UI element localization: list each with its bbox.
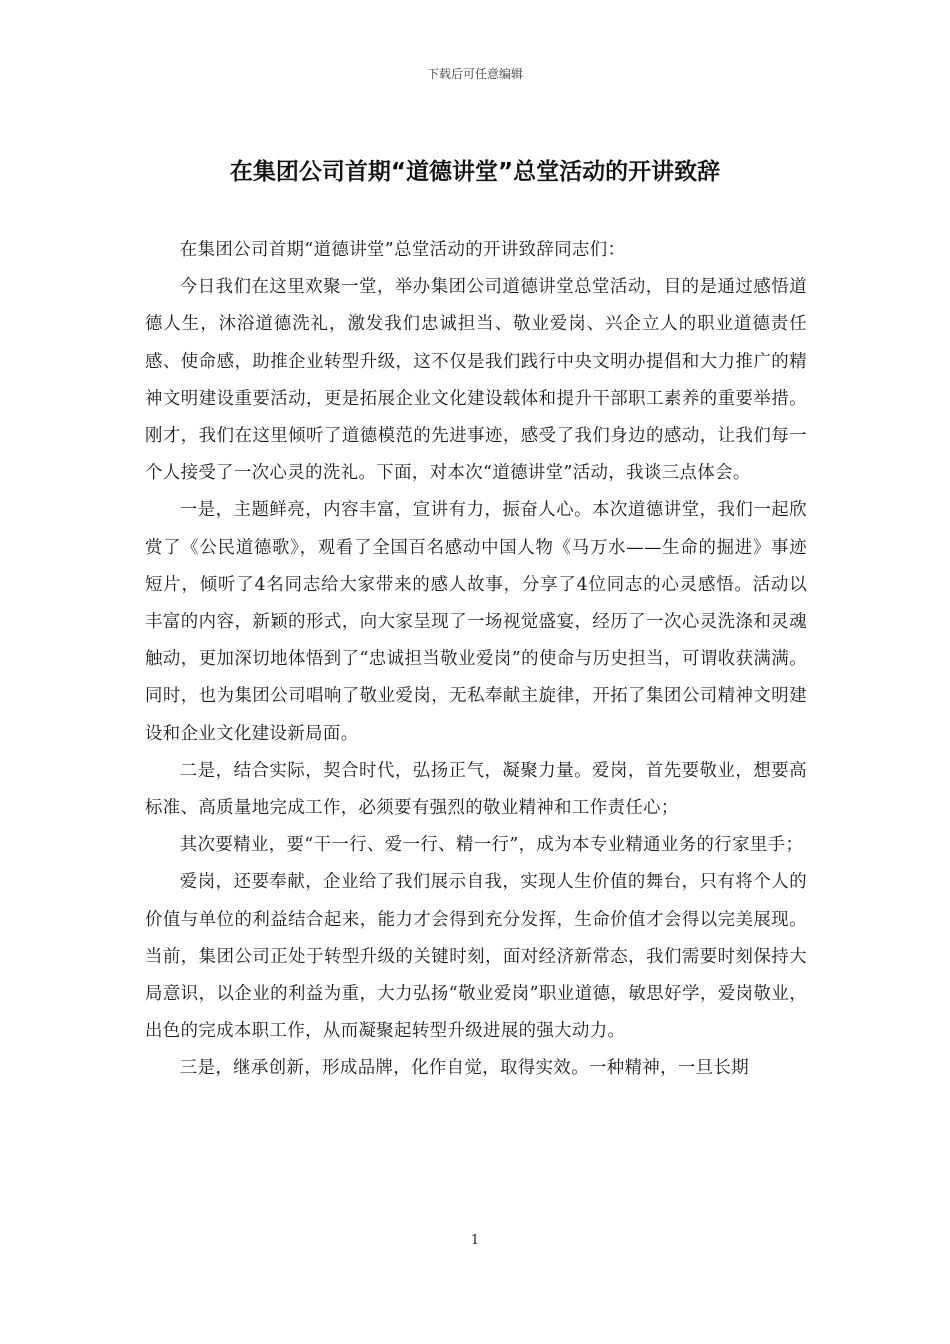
paragraph-dedication: 爱岗，还要奉献，企业给了我们展示自我，实现人生价值的舞台，只有将个人的价值与单位的利益结合起来，能力才会得到充分发挥，生命价值才会得以完美展现。当前，集团公司正处于转型升级的关键时刻，面对经济新常态，我们需要时刻保持大局意识，以企业的利益为重，大力弘扬“敬业爱岗”职业道德，敏思好学，爱岗敬业，出色的完成本职工作，从而凝聚起转型升级进展的强大动力。 bbox=[145, 872, 807, 1042]
paragraph-point-one: 一是，主题鲜亮，内容丰富，宣讲有力，振奋人心。本次道德讲堂，我们一起欣赏了《公民道德歌》，观看了全国百名感动中国人物《马万水——生命的掘进》事迹短片，倾听了4名同志给大家带来的感人故事，分享了4位同志的心灵感悟。活动以丰富的内容，新颖的形式，向大家呈现了一场视觉盛宴，经历了一次心灵洗涤和灵魂触动，更加深切地体悟到了“忠诚担当敬业爱岗”的使命与历史担当，可谓收获满满。同时，也为集团公司唱响了敬业爱岗，无私奉献主旋律，开拓了集团公司精神文明建设和企业文化建设新局面。 bbox=[145, 500, 807, 744]
paragraph-point-two-continued: 其次要精业，要“干一行、爱一行、精一行”，成为本专业精通业务的行家里手； bbox=[179, 835, 804, 856]
paragraph-salutation: 在集团公司首期“道德讲堂”总堂活动的开讲致辞同志们： bbox=[179, 240, 626, 260]
page-header-note: 下载后可任意编辑 bbox=[426, 67, 523, 81]
paragraph-intro: 今日我们在这里欢聚一堂，举办集团公司道德讲堂总堂活动，目的是通过感悟道德人生，沐浴道德洗礼，激发我们忠诚担当、敬业爱岗、兴企立人的职业道德责任感、使命感，助推企业转型升级，这不仅是我们践行中央文明办提倡和大力推广的精神文明建设重要活动，更是拓展企业文化建设载体和提升干部职工素养的重要举措。刚才，我们在这里倾听了道德模范的先进事迹，感受了我们身边的感动，让我们每一个人接受了一次心灵的洗礼。下面，对本次“道德讲堂”活动，我谈三点体会。 bbox=[145, 277, 807, 484]
paragraph-point-two: 二是，结合实际，契合时代，弘扬正气，凝聚力量。爱岗，首先要敬业，想要高标准、高质量地完成工作，必须要有强烈的敬业精神和工作责任心； bbox=[145, 760, 807, 819]
paragraph-point-three: 三是，继承创新，形成品牌，化作自觉，取得实效。一种精神，一旦长期 bbox=[179, 1058, 750, 1079]
document-title: 在集团公司首期“道德讲堂”总堂活动的开讲致辞 bbox=[229, 159, 721, 185]
document-body bbox=[145, 232, 807, 1088]
page-number: 1 bbox=[470, 1233, 480, 1248]
